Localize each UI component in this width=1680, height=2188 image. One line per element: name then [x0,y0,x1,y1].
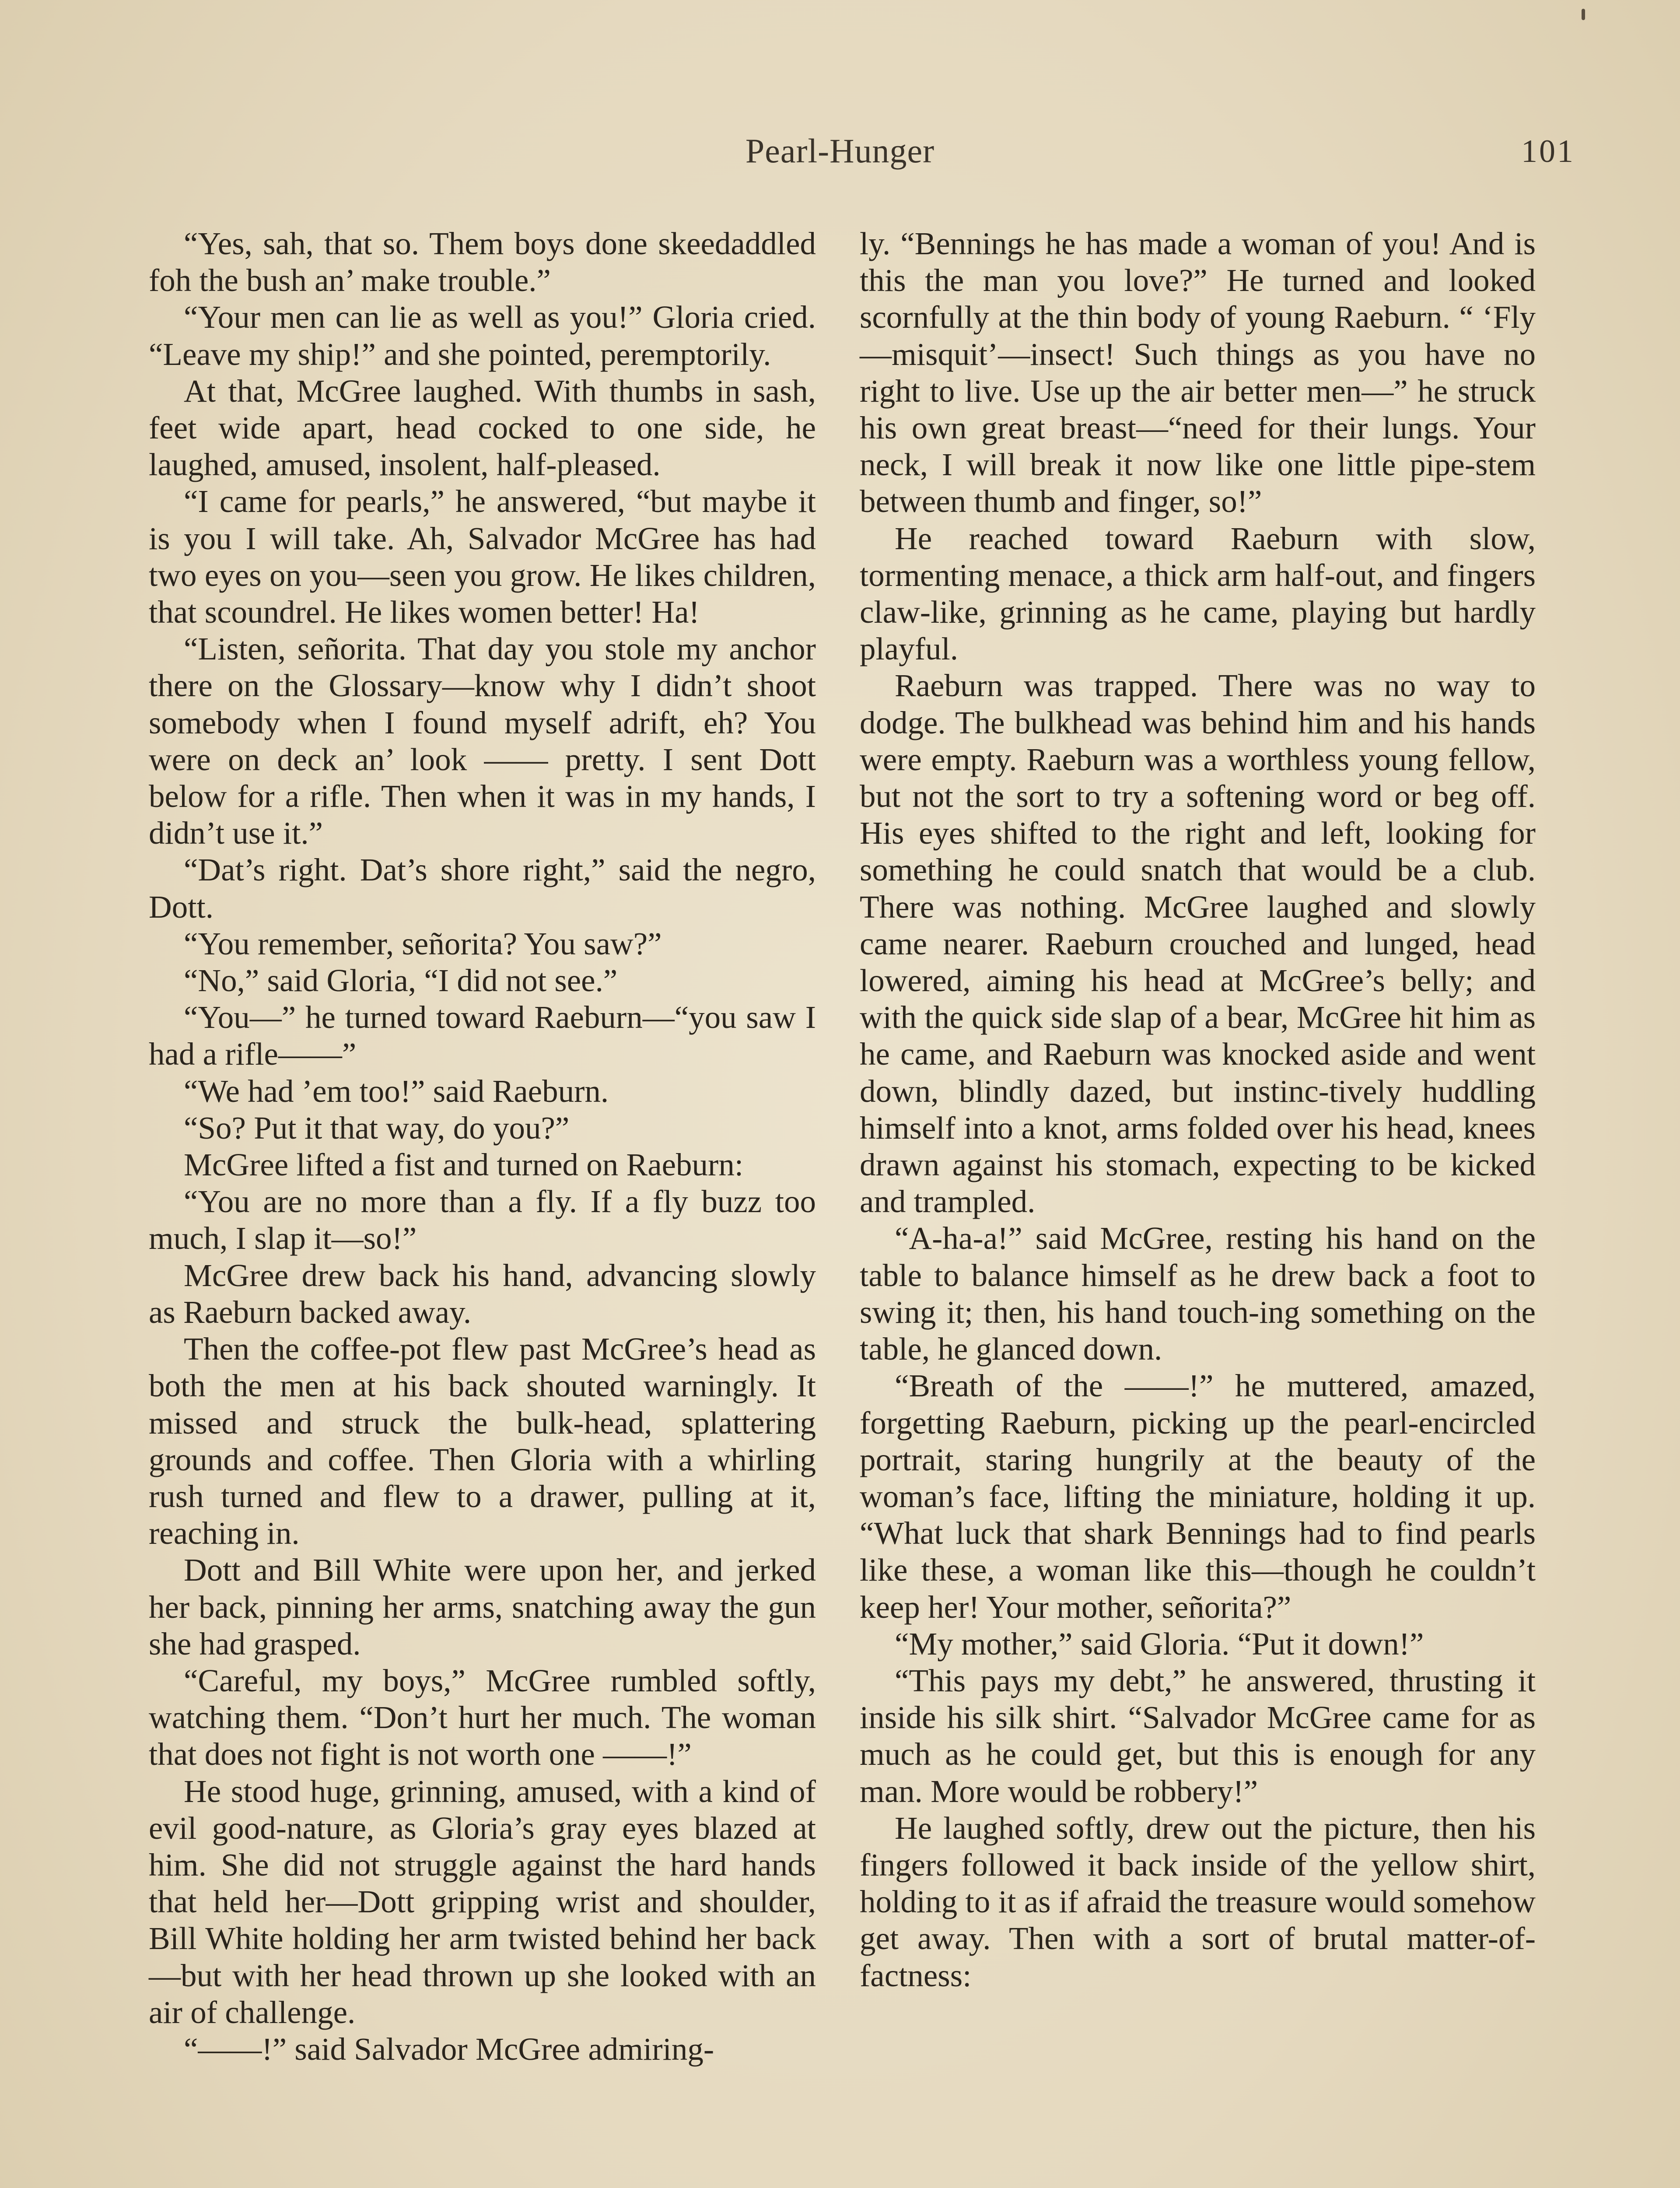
paragraph: “No,” said Gloria, “I did not see.” [184,963,618,999]
paragraph: McGree lifted a fist and turned on Raeburn: [184,1147,744,1183]
left-text-column [149,225,816,2188]
right-text-column [860,225,1536,2188]
paragraph: He reached toward Raeburn with slow, tormenting menace, a thick arm half-out, and fingers claw-like, grinning as he came, playing but hardly playful. [860,520,1536,667]
paragraph: He stood huge, grinning, amused, with a kind of evil good-nature, as Gloria’s gray eyes blazed at him. She did not struggle against the hard hands that held her—Dott gripping wrist and shoulder, Bill White holding her arm twisted behind her back—but with her head thrown up she looked with an air of challenge. [149,1773,816,2030]
paragraph: “I came for pearls,” he answered, “but maybe it is you I will take. Ah, Salvador McGree has had two eyes on you—seen you grow. He likes children, that scoundrel. He likes women better! Ha! [149,484,816,630]
paragraph: ly. “Bennings he has made a woman of you! And is this the man you love?” He turned and looked scornfully at the thin body of young Raeburn. “ ‘Fly—misquit’—insect! Such things as you have no right to live. Use up the air better men—” he struck his own great breast—“need for their lungs. Your neck, I will break it now like one little pipe-stem between thumb and finger, so!” [860,226,1536,519]
paragraph: “——!” said Salvador McGree admiring- [184,2031,714,2067]
paragraph: “Dat’s right. Dat’s shore right,” said the negro, Dott. [149,852,816,925]
paragraph: “Yes, sah, that so. Them boys done skeedaddled foh the bush an’ make trouble.” [149,226,816,298]
paragraph: He laughed softly, drew out the picture, then his fingers followed it back inside of the yellow shirt, holding to it as if afraid the treasure would somehow get away. Then with a sort of brutal matter-of-factness: [860,1810,1536,1993]
paragraph: “This pays my debt,” he answered, thrusting it inside his silk shirt. “Salvador McGree came for as much as he could get, but this is enough for any man. More would be robbery!” [860,1662,1536,1809]
page-header [0,127,1680,193]
paragraph: Raeburn was trapped. There was no way to dodge. The bulkhead was behind him and his hands were empty. Raeburn was a worthless young fellow, but not the sort to try a softening word or beg off. His eyes shifted to the right and left, looking for something he could snatch that would be a club. There was nothing. McGree laughed and slowly came nearer. Raeburn crouched and lunged, head lowered, aiming his head at McGree’s belly; and with the quick side slap of a bear, McGree hit him as he came, and Raeburn was knocked aside and went down, blindly dazed, but instinc-tively huddling himself into a knot, arms folded over his head, knees drawn against his stomach, expecting to be kicked and trampled. [860,668,1536,1220]
print-speck [1582,9,1585,20]
paragraph: “You remember, señorita? You saw?” [184,926,662,961]
paragraph: “Your men can lie as well as you!” Gloria cried. “Leave my ship!” and she pointed, peremptorily. [149,299,816,372]
paragraph: “We had ’em too!” said Raeburn. [184,1073,609,1109]
running-title: Pearl-Hunger [745,132,935,170]
paragraph: “My mother,” said Gloria. “Put it down!” [895,1626,1424,1662]
paragraph: Then the coffee-pot flew past McGree’s head as both the men at his back shouted warningly. It missed and struck the bulk-head, splattering grounds and coffee. Then Gloria with a whirling rush turned and flew to a drawer, pulling at it, reaching in. [149,1331,816,1551]
paragraph: “So? Put it that way, do you?” [184,1110,570,1146]
paragraph: McGree drew back his hand, advancing slowly as Raeburn backed away. [149,1257,816,1330]
paragraph: “Careful, my boys,” McGree rumbled softly, watching them. “Don’t hurt her much. The woman that does not fight is not worth one ——!” [149,1662,816,1772]
paragraph: “Breath of the ——!” he muttered, amazed, forgetting Raeburn, picking up the pearl-encircled portrait, staring hungrily at the beauty of the woman’s face, lifting the miniature, holding it up. “What luck that shark Bennings had to find pearls like these, a woman like this—though he couldn’t keep her! Your mother, señorita?” [860,1368,1536,1625]
page-number: 101 [1521,133,1575,169]
paragraph: At that, McGree laughed. With thumbs in sash, feet wide apart, head cocked to one side, he laughed, amused, insolent, half-pleased. [149,373,816,483]
paragraph: “Listen, señorita. That day you stole my anchor there on the Glossary—know why I didn’t shoot somebody when I found myself adrift, eh? You were on deck an’ look —— pretty. I sent Dott below for a rifle. Then when it was in my hands, I didn’t use it.” [149,631,816,851]
paragraph: “You are no more than a fly. If a fly buzz too much, I slap it—so!” [149,1184,816,1256]
paragraph: “A-ha-a!” said McGree, resting his hand on the table to balance himself as he drew back a foot to swing it; then, his hand touch-ing something on the table, he glanced down. [860,1220,1536,1367]
paragraph: Dott and Bill White were upon her, and jerked her back, pinning her arms, snatching away the gun she had grasped. [149,1552,816,1662]
paragraph: “You—” he turned toward Raeburn—“you saw I had a rifle——” [149,999,816,1072]
